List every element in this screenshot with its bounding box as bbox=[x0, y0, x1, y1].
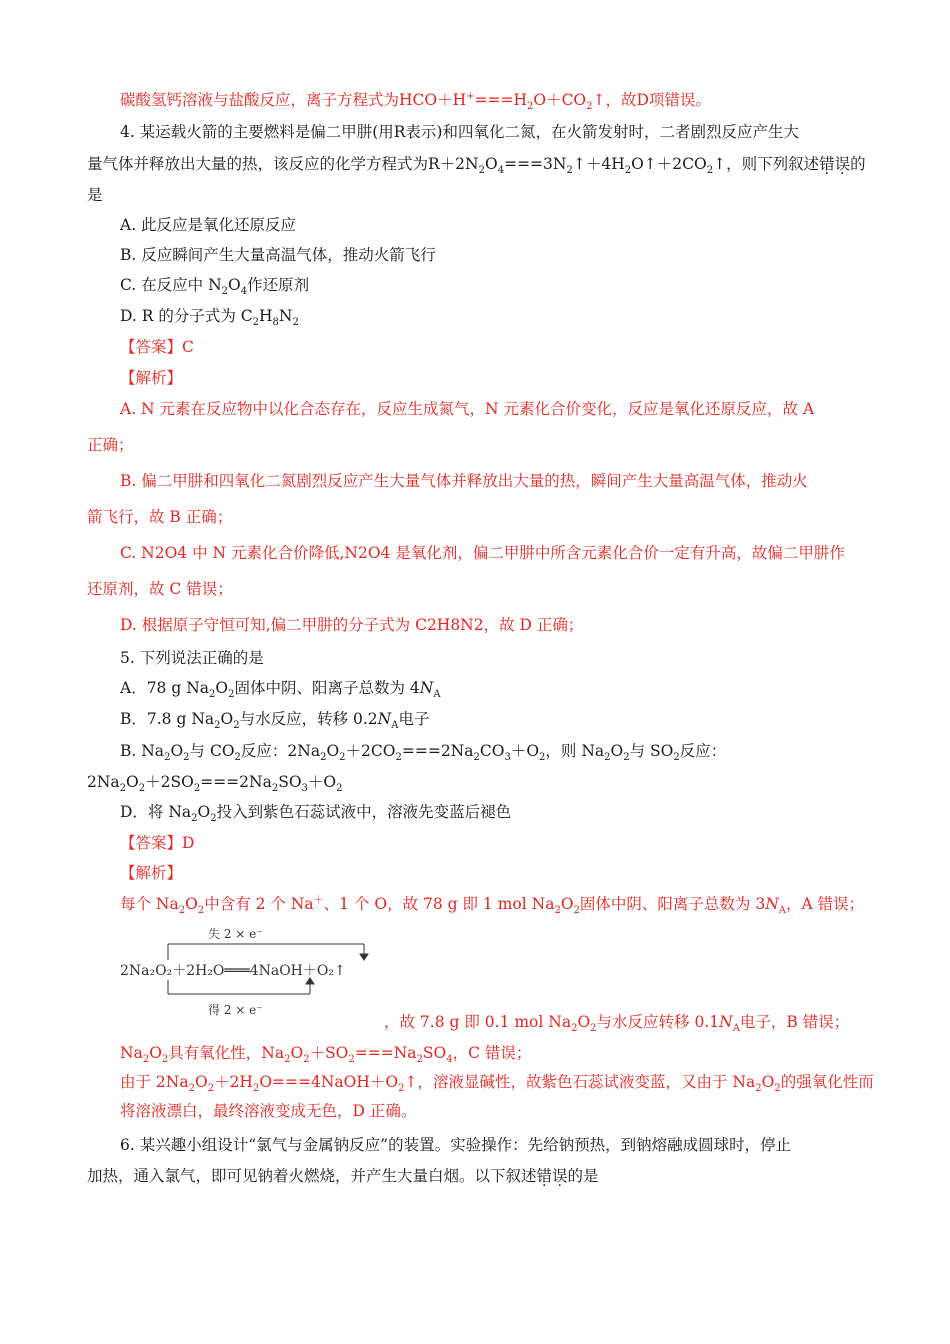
diagram-top-label: 失 2 × e⁻ bbox=[208, 927, 263, 941]
q4-explain-a2: 正确； bbox=[87, 436, 134, 454]
q4-analysis-label: 【解析】 bbox=[120, 369, 183, 387]
prev-answer-line: 碳酸氢钙溶液与盐酸反应，离子方程式为$HCO+H^+===H_2O+CO_2↑$，故D项错误。 bbox=[120, 90, 711, 113]
q5-option-c-line1: B. $Na_2O_2$与 $CO_2$反应：$2Na_2O_2+2CO_2===2Na_2CO_3+O_2$，则 $Na_2O_2$与 $SO_2$反应： bbox=[120, 742, 727, 764]
q5-option-d: D．将 $Na_2O_2$投入到紫色石蕊试液中，溶液先变蓝后褪色 bbox=[120, 803, 512, 825]
q5-option-c-line2: $2Na_2O_2+2SO_2===2Na_2SO_3+O_2$ bbox=[87, 773, 343, 795]
q5-analysis-label: 【解析】 bbox=[120, 864, 183, 882]
q4-explain-c2: 还原剂，故 C 错误； bbox=[87, 580, 233, 598]
q5-stem: 5. 下列说法正确的是 bbox=[120, 649, 264, 667]
q4-option-a: A. 此反应是氧化还原反应 bbox=[120, 216, 297, 234]
q4-option-c: C. 在反应中 $N_2O_4$作还原剂 bbox=[120, 276, 310, 298]
q5-explain-a: 每个 $Na_2O_2$中含有 2 个 Na＋、1 个 O，故 78 g 即 1 mol $Na_2O_2$固体中阴、阳离子总数为 $3N_A$，A 错误； bbox=[120, 894, 865, 917]
emphasis-char: 误 bbox=[834, 155, 851, 173]
q5-explain-d2: 将溶液漂白，最终溶液变成无色，D 正确。 bbox=[120, 1102, 417, 1120]
q4-option-b: B. 反应瞬间产生大量高温气体，推动火箭飞行 bbox=[120, 246, 436, 264]
q4-explain-b2: 箭飞行，故 B 正确； bbox=[87, 508, 233, 526]
q4-stem-line2: 量气体并释放出大量的热，该反应的化学方程式为$R+2N_2O_4===3N_2↑+4H_2O↑+2CO_2↑$，则下列叙述错误的 bbox=[87, 155, 866, 177]
q5-option-a: A．78 g $Na_2O_2$固体中阴、阳离子总数为 $4N_A$ bbox=[120, 679, 441, 701]
q4-explain-c1: C. N2O4 中 N 元素化合价降低,N2O4 是氧化剂，偏二甲肼中所含元素化合价一定有升高，故偏二甲肼作 bbox=[120, 544, 845, 562]
q4-stem-line1: 4. 某运载火箭的主要燃料是偏二甲肼(用R表示)和四氧化二氮，在火箭发射时，二者剧烈反应产生大 bbox=[120, 123, 799, 141]
q5-explain-c: $Na_2O_2$具有氧化性，$Na_2O_2+SO_2===Na_2SO_4$，C 错误； bbox=[120, 1044, 532, 1066]
q5-explain-b: ，故 7.8 g 即 0.1 mol $Na_2O_2$与水反应转移 $0.1N_A$电子，B 错误； bbox=[384, 1013, 850, 1035]
emphasis-char: 误 bbox=[552, 1167, 568, 1185]
diagram-bottom-label: 得 2 × e⁻ bbox=[208, 1003, 263, 1017]
q4-explain-b1: B. 偏二甲肼和四氧化二氮剧烈反应产生大量气体并释放出大量的热，瞬间产生大量高温气体，推动火 bbox=[120, 472, 808, 490]
q4-stem-line3: 是 bbox=[87, 186, 103, 204]
q5-answer: 【答案】D bbox=[120, 834, 195, 852]
q6-stem-line1: 6. 某兴趣小组设计“氯气与金属钠反应”的装置。实验操作：先给钠预热，到钠熔融成圆球时，停止 bbox=[120, 1136, 792, 1154]
q4-option-d: D. R 的分子式为 $C_2H_8N_2$ bbox=[120, 307, 299, 329]
q5-option-b: B．7.8 g $Na_2O_2$与水反应，转移 $0.2N_A$电子 bbox=[120, 710, 430, 732]
q4-explain-a1: A. N 元素在反应物中以化合态存在，反应生成氮气，N 元素化合价变化，反应是氧化还原反应，故 A bbox=[120, 400, 815, 418]
q4-explain-d: D. 根据原子守恒可知,偏二甲肼的分子式为 C2H8N2，故 D 正确； bbox=[120, 616, 584, 634]
q5-explain-d1: 由于 $2Na_2O_2+2H_2O===4NaOH+O_2↑$，溶液显碱性，故紫色石蕊试液变蓝，又由于 $Na_2O_2$的强氧化性而 bbox=[120, 1073, 874, 1095]
diagram-equation: 2Na₂O₂＋2H₂O═══4NaOH＋O₂↑ bbox=[120, 963, 346, 979]
q6-stem-line2: 加热，通入氯气，即可见钠着火燃烧，并产生大量白烟。以下叙述错误的是 bbox=[87, 1167, 599, 1185]
emphasis-char: 错 bbox=[819, 155, 835, 173]
emphasis-char: 错 bbox=[536, 1167, 553, 1185]
electron-transfer-diagram bbox=[116, 922, 406, 1022]
q4-answer: 【答案】C bbox=[120, 338, 194, 356]
